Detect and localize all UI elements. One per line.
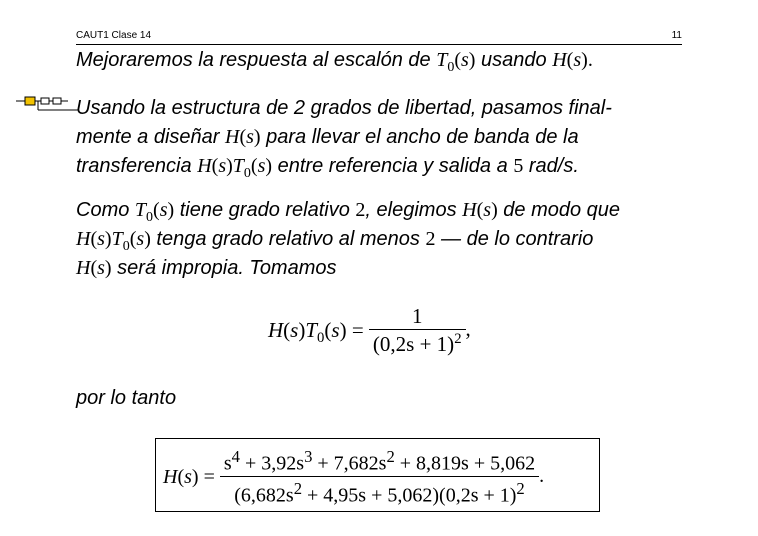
paragraph-1: Usando la estructura de 2 grados de libertad, pasamos final- mente a diseñar H(s) para llevar el ancho de banda de la transferencia $H(s)T_0(s)$ entre referencia y salida a 5 rad/s. bbox=[76, 97, 612, 181]
course-label: CAUT1 Clase 14 bbox=[76, 30, 152, 41]
slide-title: Mejoraremos la respuesta al escalón de $T_0(s)$ usando H(s). bbox=[76, 49, 593, 75]
H-symbol: H(s) bbox=[552, 49, 588, 71]
slide-header bbox=[76, 30, 682, 44]
header-rule bbox=[76, 44, 682, 45]
paragraph-2: Como $T_0(s)$ tiene grado relativo 2, elegimos H(s) de modo que $H(s)T_0(s)$ tenga grado relativo al menos 2 — de lo contrario H(s) será impropia. Tomamos bbox=[76, 199, 621, 279]
T0-symbol: $T_0(s)$ bbox=[436, 49, 476, 75]
H-denominator: $(6,682s^2 + 4,95s + 5,062)(0,2s + 1)^2$ bbox=[220, 476, 539, 508]
paragraph-3: por lo tanto bbox=[76, 387, 177, 409]
equation-target-transfer: $H(s)T_0(s)$ = $\frac{1}{(0,2s + 1)^2}$ , bbox=[268, 304, 471, 356]
H-numerator: $s^4 + 3,92s^3 + 7,682s^2 + 8,819s + 5,062$ bbox=[223, 447, 536, 475]
equation-H-result: H(s) = $\frac{s^4 + 3,92s^3 + 7,682s^2 + 8,819s + 5,062}{(6,682s^2 + 4,95s + 5,062)(0,2s + 1)^2}$ . bbox=[163, 447, 545, 507]
navigation-icon[interactable] bbox=[16, 96, 78, 112]
page-number: 11 bbox=[671, 30, 682, 41]
